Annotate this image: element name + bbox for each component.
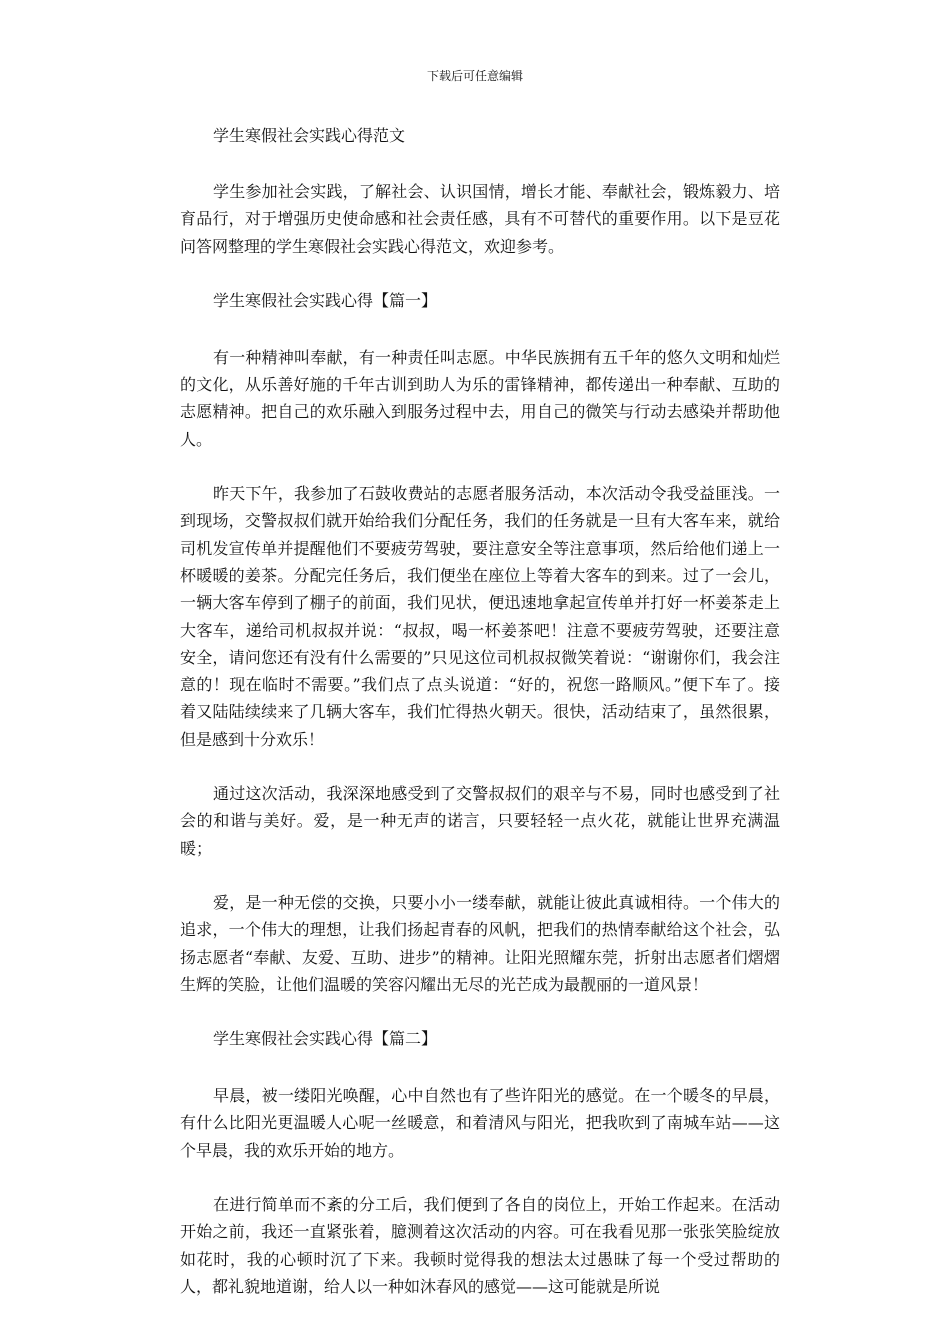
document-body — [180, 122, 780, 1327]
section-2-title: 学生寒假社会实践心得【篇二】 — [213, 1029, 438, 1049]
intro-paragraph: 学生参加社会实践，了解社会、认识国情，增长才能、奉献社会，锻炼毅力、培育品行，对于增强历史使命感和社会责任感，具有不可替代的重要作用。以下是豆花问答网整理的学生寒假社会实践心得范文，欢迎参考。 — [180, 182, 780, 256]
page-header-note: 下载后可任意编辑 — [426, 69, 523, 83]
section-1-title: 学生寒假社会实践心得【篇一】 — [213, 290, 438, 310]
section-2-paragraph-1: 早晨，被一缕阳光唤醒，心中自然也有了些许阳光的感觉。在一个暖冬的早晨，有什么比阳光更温暖人心呢一丝暖意，和着清风与阳光，把我吹到了南城车站——这个早晨，我的欢乐开始的地方。 — [180, 1086, 780, 1160]
section-1-paragraph-2: 昨天下午，我参加了石鼓收费站的志愿者服务活动，本次活动令我受益匪浅。一到现场，交警叔叔们就开始给我们分配任务，我们的任务就是一旦有大客车来，就给司机发宣传单并提醒他们不要疲劳驾驶，要注意安全等注意事项，然后给他们递上一杯暖暖的姜茶。分配完任务后，我们便坐在座位上等着大客车的到来。过了一会儿，一辆大客车停到了棚子的前面，我们见状，便迅速地拿起宣传单并打好一杯姜茶走上大客车，递给司机叔叔并说：“叔叔，喝一杯姜茶吧！注意不要疲劳驾驶，还要注意安全，请问您还有没有什么需要的”只见这位司机叔叔微笑着说：“谢谢你们，我会注意的！现在临时不需要。”我们点了点头说道：“好的，祝您一路顺风。”便下车了。接着又陆陆续续来了几辆大客车，我们忙得热火朝天。很快，活动结束了，虽然很累，但是感到十分欢乐！ — [180, 484, 780, 749]
section-1-paragraph-1: 有一种精神叫奉献，有一种责任叫志愿。中华民族拥有五千年的悠久文明和灿烂的文化，从乐善好施的千年古训到助人为乐的雷锋精神，都传递出一种奉献、互助的志愿精神。把自己的欢乐融入到服务过程中去，用自己的微笑与行动去感染并帮助他人。 — [180, 347, 780, 449]
section-2-paragraph-2: 在进行简单而不紊的分工后，我们便到了各自的岗位上，开始工作起来。在活动开始之前，我还一直紧张着，臆测着这次活动的内容。可在我看见那一张张笑脸绽放如花时，我的心顿时沉了下来。我顿时觉得我的想法太过愚昧了每一个受过帮助的人，都礼貌地道谢，给人以一种如沐春风的感觉——这可能就是所说 — [180, 1195, 780, 1296]
document-title: 学生寒假社会实践心得范文 — [213, 126, 406, 145]
section-1-paragraph-3: 通过这次活动，我深深地感受到了交警叔叔们的艰辛与不易，同时也感受到了社会的和谐与美好。爱，是一种无声的诺言，只要轻轻一点火花，就能让世界充满温暖； — [180, 784, 780, 858]
section-1-paragraph-4: 爱，是一种无偿的交换，只要小小一缕奉献，就能让彼此真诚相待。一个伟大的追求，一个伟大的理想，让我们扬起青春的风帆，把我们的热情奉献给这个社会，弘扬志愿者“奉献、友爱、互助、进步”的精神。让阳光照耀东莞，折射出志愿者们熠熠生辉的笑脸，让他们温暖的笑容闪耀出无尽的光芒成为最靓丽的一道风景！ — [180, 892, 780, 994]
